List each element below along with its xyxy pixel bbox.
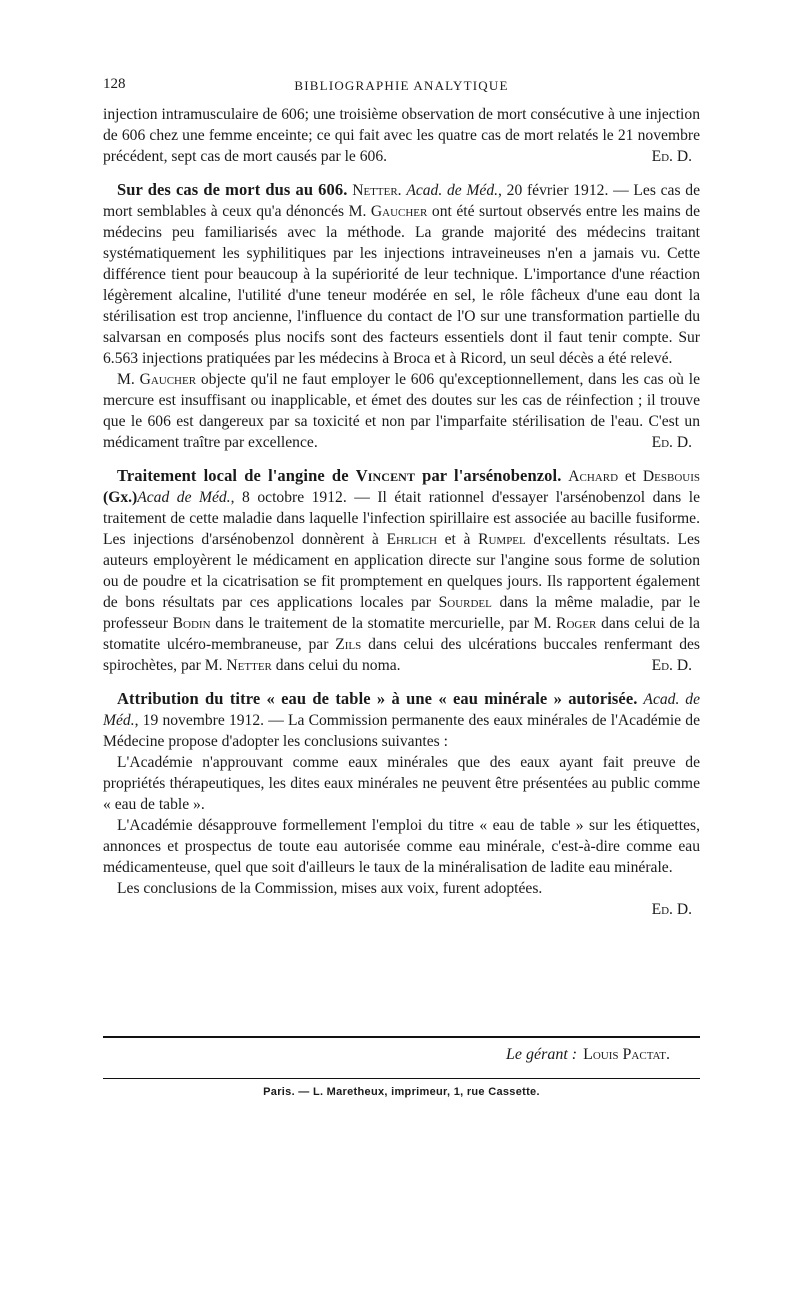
article-paragraph: L'Académie n'approuvant comme eaux minérales que des eaux ayant fait preuve de propriétés thérapeutiques, les dites eaux minérales ne peuvent être présentées au public comme « eau de table ». xyxy=(103,754,700,813)
article-author: Achard xyxy=(568,468,619,485)
article-body: M. xyxy=(117,371,140,388)
article-paragraph: Les conclusions de la Commission, mises aux voix, furent adoptées. xyxy=(117,880,543,897)
person-name: Netter xyxy=(226,657,272,674)
person-name: Bodin xyxy=(172,615,211,632)
article-title: Attribution du titre « eau de table » à une « eau minérale » autorisée. xyxy=(117,689,638,708)
article-body: Il était rationnel d'essayer l'arsénobenzol dans le traitement de cette maladie dans laquelle l'infection spirillaire est associée au bacille fusiforme. Les injections d'arsénobenzol donnèrent à xyxy=(103,489,700,548)
article-body: ont été surtout observés entre les mains de médecins peu familiarisés avec la méthode. La grande majorité des médecins traitant systématiquement les syphilitiques par les injections intraveineuses n'en a jamais vu. Cette différence tient pour beaucoup à la supériorité de leur technique. L'importance d'une réaction légèrement alcaline, l'utilité d'une teneur modérée en sel, le rôle fâcheux d'une eau dont la stérilisation est trop ancienne, l'influence du contact de l'O sur une transformation partielle du salvarsan en composés plus nocifs sont des facteurs essentiels dont il faut tenir compte. Sur 6.563 injections pratiquées par les médecins à Broca et à Ricord, un seul décès a été relevé. xyxy=(103,203,700,367)
article-vincent-angina xyxy=(103,465,700,676)
article-body: Les cas de mort semblables à ceux qu'a dénoncés M. xyxy=(103,182,700,220)
person-name: Gaucher xyxy=(139,371,197,388)
page-number: 128 xyxy=(103,76,126,92)
article-date: , 19 novembre 1912. — xyxy=(134,712,288,729)
footer-rule-bottom xyxy=(103,1078,700,1079)
article-body: d'excellents résultats. Les auteurs employèrent le médicament en application directe sur l'angine sous forme de solution ou de poudre et la cicatrisation se fit promptement en quelques jours. Ils rapportent également de bons résultats par ces applications locales par xyxy=(103,531,700,611)
intro-signature: Ed. D. xyxy=(651,148,692,165)
article-source: Acad de Méd. xyxy=(137,489,231,506)
article-title: Sur des cas de mort dus au 606. xyxy=(117,180,348,199)
article-date: , 8 octobre 1912. — xyxy=(230,489,378,506)
article-eau-de-table xyxy=(103,688,700,920)
article-author: Desbouis xyxy=(642,468,700,485)
printer-imprint: Paris. — L. Maretheux, imprimeur, 1, rue Cassette. xyxy=(263,1086,540,1098)
article-author: Netter. xyxy=(352,182,402,199)
article-body: dans celui du noma. xyxy=(271,657,401,674)
article-paragraph: L'Académie désapprouve formellement l'emploi du titre « eau de table » sur les étiquettes, annonces et prospectus de toute eau autorisée comme eau minérale, c'est-à-dire comme eau médicamenteuse, quel que soit d'ailleurs le taux de la minéralisation de ladite eau minérale. xyxy=(103,817,700,876)
article-signature: Ed. D. xyxy=(651,434,692,451)
article-body: dans celui de la stomatite ulcéro-membraneuse, par xyxy=(103,615,700,653)
article-body: dans celui des ulcérations buccales renfermant des spirochètes, par M. xyxy=(103,636,700,674)
article-body: et à xyxy=(436,531,479,548)
article-date: , 20 février 1912. — xyxy=(498,182,634,199)
intro-paragraph xyxy=(103,104,700,167)
article-body: objecte qu'il ne faut employer le 606 qu'exceptionnellement, dans les cas où le mercure est insuffisant ou inapplicable, et émet des doutes sur les cas de réinfection ; il trouve que le 606 est dangereux par sa toxicité et non par l'imparfaite stérilisation de l'eau. C'est un médicament traître par excellence. xyxy=(103,371,700,451)
page-content xyxy=(103,76,701,1098)
person-name: Ehrlich xyxy=(386,531,437,548)
article-source: Acad. de Méd. xyxy=(103,691,701,729)
person-name: Zils xyxy=(335,636,362,653)
gerant-name: Louis Pactat. xyxy=(583,1046,670,1063)
article-body: La Commission permanente des eaux minérales de l'Académie de Médecine propose d'adopter les conclusions suivantes : xyxy=(103,712,700,750)
gerant-line xyxy=(506,1046,670,1064)
person-name: Roger xyxy=(556,615,597,632)
person-name: Rumpel xyxy=(478,531,526,548)
intro-text: injection intramusculaire de 606; une troisième observation de mort consécutive à une injection de 606 chez une femme enceinte; ce qui fait avec les quatre cas de mort relatés le 21 novembre précédent, sept cas de mort causés par le 606. xyxy=(103,106,700,165)
article-signature: Ed. D. xyxy=(651,657,692,674)
article-body: dans la même maladie, par le professeur xyxy=(103,594,700,632)
article-title: Traitement local de l'angine de Vincent par l'arsénobenzol. xyxy=(117,466,562,485)
article-body: dans le traitement de la stomatite mercurielle, par M. xyxy=(210,615,557,632)
article-source: Acad. de Méd. xyxy=(406,182,499,199)
gerant-label: Le gérant : xyxy=(505,1046,578,1063)
author-initial: (Gx.) xyxy=(103,489,138,506)
person-name: Gaucher xyxy=(370,203,428,220)
running-head xyxy=(103,76,700,98)
running-title: BIBLIOGRAPHIE ANALYTIQUE xyxy=(294,78,509,93)
person-name: Sourdel xyxy=(438,594,492,611)
author-separator: et xyxy=(618,468,643,485)
article-deaths-606 xyxy=(103,179,700,453)
footer-rule-top xyxy=(103,1036,700,1038)
article-signature: Ed. D. xyxy=(651,901,692,918)
